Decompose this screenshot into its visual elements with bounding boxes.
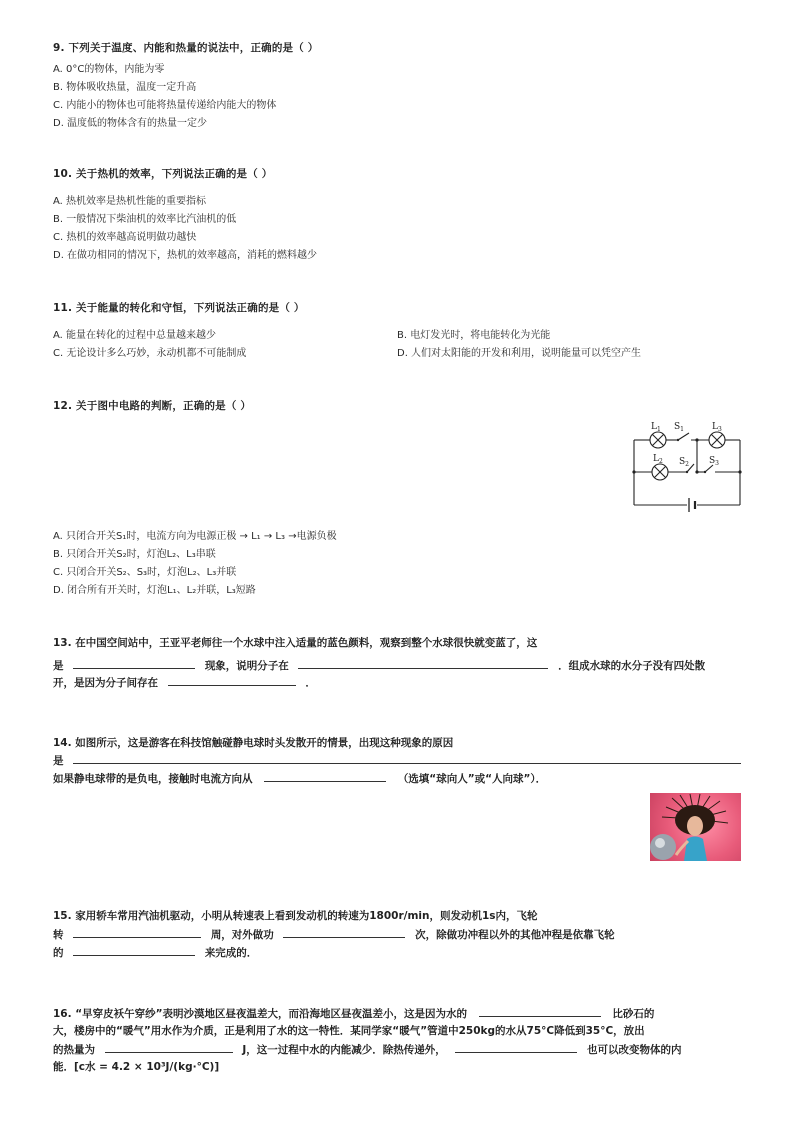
q15-line-3 (53, 944, 257, 960)
label-l2-sub: 2 (658, 458, 663, 465)
label-l1-sub: 1 (656, 426, 661, 433)
q14-line-1: 14. 如图所示，这是游客在科技馆触碰静电球时头发散开的情景，出现这种现象的原因 (53, 737, 454, 749)
q15-line-2 (53, 926, 615, 942)
q11-option-a: A. 能量在转化的过程中总量越来越少 (53, 330, 217, 341)
q14-blank-1[interactable] (73, 752, 741, 764)
q10-option-c: C. 热机的效率越高说明做功越快 (53, 232, 197, 243)
q9-option-c: C. 内能小的物体也可能将热量传递给内能大的物体 (53, 100, 277, 111)
q11-stem: 11. 关于能量的转化和守恒，下列说法正确的是（ ） (53, 302, 305, 314)
q16-line-1 (53, 1005, 654, 1021)
label-s2: S (679, 457, 686, 467)
q10-stem: 10. 关于热机的效率，下列说法正确的是（ ） (53, 168, 273, 180)
q16-text-d: J，这一过程中水的内能减少．除热传递外， (242, 1044, 446, 1056)
svg-text:L3 (712, 422, 722, 433)
q13-text-a: 是 (53, 660, 64, 672)
q13-text-c: ．组成水球的水分子没有四处散 (558, 660, 706, 672)
circuit-diagram (625, 418, 745, 514)
q14-blank-2[interactable] (264, 770, 386, 782)
q16-text-c: 的热量为 (53, 1044, 95, 1056)
q16-text-b: 比砂石的 (612, 1008, 655, 1020)
q16-line-4: 能．[c水 = 4.2 × 10³J/(kg·°C)] (53, 1061, 220, 1073)
label-l2: L (653, 454, 659, 464)
q12-stem: 12. 关于图中电路的判断，正确的是（ ） (53, 400, 252, 412)
svg-text:S1 (674, 422, 684, 433)
q13-line-1: 13. 在中国空间站中，王亚平老师往一个水球中注入适量的蓝色颜料，观察到整个水球很快就变蓝了，这 (53, 637, 538, 649)
q16-text-e: 也可以改变物体的内 (587, 1044, 682, 1056)
q16-line-2: 大，楼房中的“暖气”用水作为介质，正是利用了水的这一特性．某同学家“暖气”管道中250kg的水从75°C降低到35°C，放出 (53, 1025, 645, 1037)
q13-text-b: 现象，说明分子在 (204, 660, 289, 672)
q12-option-d: D. 闭合所有开关时，灯泡L₁、L₂并联，L₃短路 (53, 585, 256, 596)
static-electricity-photo (650, 793, 741, 861)
q9-stem: 9. 下列关于温度、内能和热量的说法中，正确的是（ ） (53, 42, 319, 54)
q15-text-c: 次，除做功冲程以外的其他冲程是依靠飞轮 (415, 929, 615, 941)
q13-line-3 (53, 674, 316, 690)
label-s1-sub: 1 (680, 426, 684, 433)
lamp-l3-icon (709, 432, 725, 448)
q14-line-2 (53, 752, 741, 768)
q14-text-c: （选填“球向人”或“人向球”）． (397, 773, 547, 785)
q9-option-b: B. 物体吸收热量，温度一定升高 (53, 82, 197, 93)
lamp-l2-icon (652, 464, 668, 480)
q9-option-d: D. 温度低的物体含有的热量一定少 (53, 118, 208, 129)
label-s3: S (709, 456, 716, 466)
q15-blank-3[interactable] (73, 944, 195, 956)
q15-text-e: 来完成的． (204, 947, 258, 959)
svg-text:L2 (653, 454, 663, 465)
q15-text-a: 转 (53, 929, 64, 941)
q13-text-d: 开，是因为分子间存在 (53, 677, 158, 689)
q15-blank-1[interactable] (73, 926, 201, 938)
lamp-l1-icon (650, 432, 666, 448)
q12-option-a: A. 只闭合开关S₁时，电流方向为电源正极 → L₁ → L₃ →电源负极 (53, 531, 337, 542)
svg-text:L1 (651, 422, 661, 433)
q15-text-b: 周，对外做功 (210, 929, 274, 941)
q13-line-2 (53, 657, 705, 673)
q11-option-c: C. 无论设计多么巧妙，永动机都不可能制成 (53, 348, 247, 359)
q11-option-d: D. 人们对太阳能的开发和利用，说明能量可以凭空产生 (397, 348, 642, 359)
q10-option-d: D. 在做功相同的情况下，热机的效率越高，消耗的燃料越少 (53, 250, 318, 261)
q13-blank-1[interactable] (73, 657, 195, 669)
label-l1: L (651, 422, 657, 432)
label-l3-sub: 3 (717, 426, 722, 433)
label-s1: S (674, 422, 681, 432)
q9-option-a: A. 0°C的物体，内能为零 (53, 64, 165, 75)
q16-line-3 (53, 1041, 682, 1057)
q16-blank-2[interactable] (105, 1041, 233, 1053)
q16-blank-1[interactable] (479, 1005, 601, 1017)
label-l3: L (712, 422, 718, 432)
q12-option-b: B. 只闭合开关S₂时，灯泡L₂、L₃串联 (53, 549, 216, 560)
q15-line-1: 15. 家用轿车常用汽油机驱动，小明从转速表上看到发动机的转速为1800r/min，则发动机1s内，飞轮 (53, 910, 538, 922)
svg-text:S2 (679, 457, 689, 468)
label-s2-sub: 2 (685, 461, 689, 468)
q13-blank-2[interactable] (298, 657, 548, 669)
q14-text-b: 如果静电球带的是负电，接触时电流方向从 (53, 773, 253, 785)
q13-text-e: ． (305, 677, 316, 689)
q15-blank-2[interactable] (283, 926, 405, 938)
q14-text-a: 是 (53, 755, 64, 767)
label-s3-sub: 3 (715, 460, 719, 467)
q16-blank-3[interactable] (455, 1041, 577, 1053)
q10-option-a: A. 热机效率是热机性能的重要指标 (53, 196, 207, 207)
q11-option-b: B. 电灯发光时，将电能转化为光能 (397, 330, 551, 341)
q12-option-c: C. 只闭合开关S₂、S₃时，灯泡L₂、L₃并联 (53, 567, 237, 578)
q16-text-a: 16. “早穿皮袄午穿纱”表明沙漠地区昼夜温差大，而沿海地区昼夜温差小，这是因为水的 (53, 1008, 468, 1020)
q14-line-3 (53, 770, 546, 786)
q15-text-d: 的 (53, 947, 64, 959)
q13-blank-3[interactable] (168, 674, 296, 686)
q10-option-b: B. 一般情况下柴油机的效率比汽油机的低 (53, 214, 237, 225)
svg-text:S3 (709, 456, 719, 467)
